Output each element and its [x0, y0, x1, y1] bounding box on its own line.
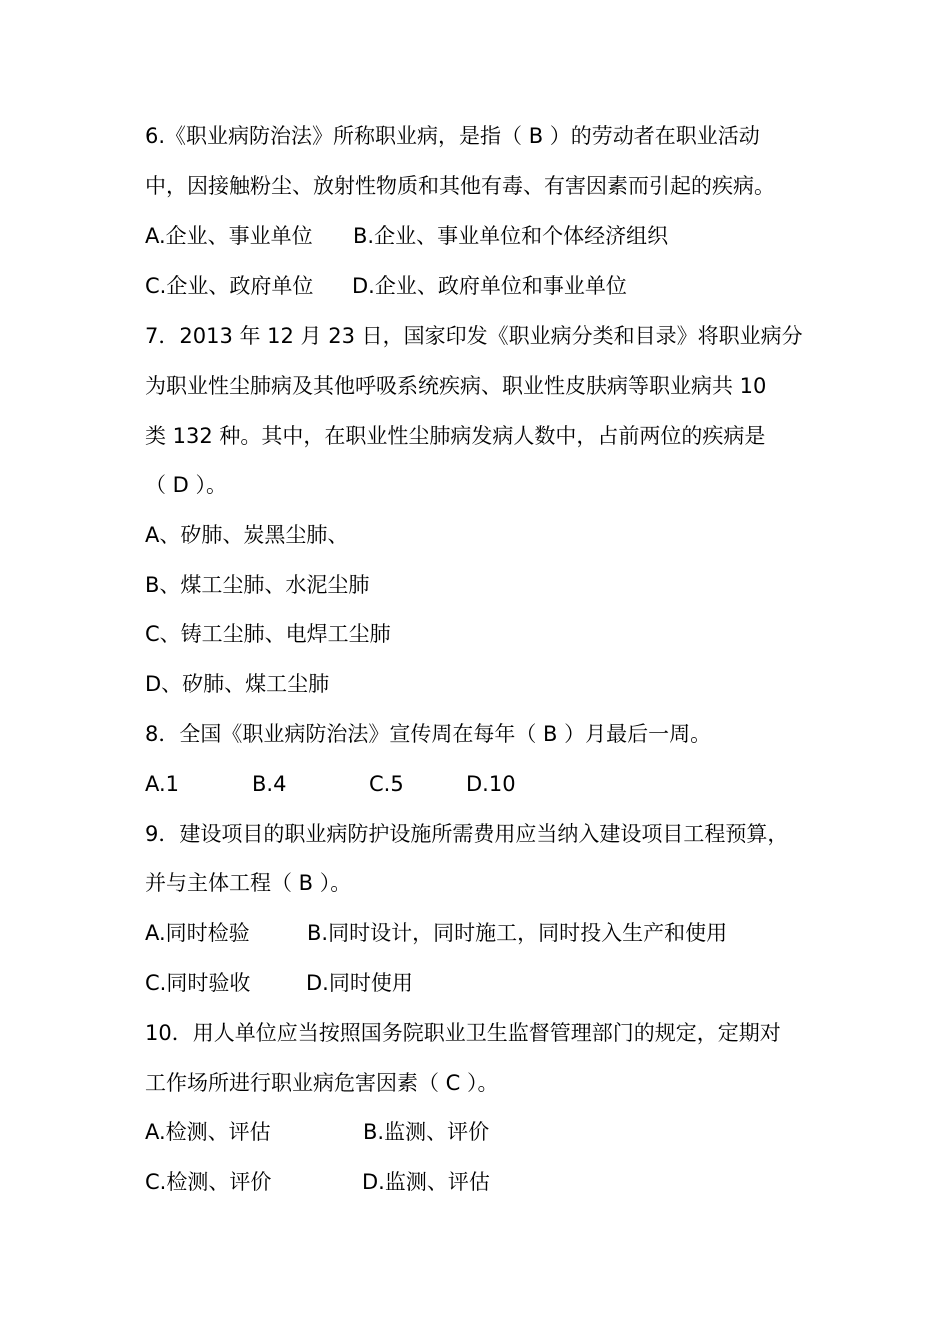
question-9-option-b: B.同时设计，同时施工，同时投入生产和使用 — [307, 921, 728, 945]
question-9-option-c: C.同时验收 — [145, 971, 251, 995]
question-8-line-1: 8．全国《职业病防治法》宣传周在每年（ B ）月最后一周。 — [145, 722, 712, 746]
question-7-option-a: A、矽肺、炭黑尘肺、 — [145, 523, 349, 547]
question-7-line-3: 类 132 种。其中，在职业性尘肺病发病人数中，占前两位的疾病是 — [145, 424, 766, 448]
question-8-option-b: B.4 — [252, 772, 287, 796]
question-10-option-a: A.检测、评估 — [145, 1120, 271, 1144]
question-10-line-2: 工作场所进行职业病危害因素（ C ）。 — [145, 1071, 499, 1095]
question-9-line-2: 并与主体工程（ B ）。 — [145, 871, 352, 895]
question-7-line-4: （ D ）。 — [145, 473, 228, 497]
question-7-option-c: C、铸工尘肺、电焊工尘肺 — [145, 622, 391, 646]
question-8-option-a: A.1 — [145, 772, 180, 796]
question-10-line-1: 10．用人单位应当按照国务院职业卫生监督管理部门的规定，定期对 — [145, 1021, 781, 1045]
question-10-option-d: D.监测、评估 — [362, 1170, 490, 1194]
question-6-option-a: A.企业、事业单位 — [145, 224, 313, 248]
question-9-line-1: 9．建设项目的职业病防护设施所需费用应当纳入建设项目工程预算， — [145, 822, 789, 846]
question-7-option-b: B、煤工尘肺、水泥尘肺 — [145, 573, 370, 597]
question-7-line-1: 7．2013 年 12 月 23 日，国家印发《职业病分类和目录》将职业病分 — [145, 324, 803, 348]
question-8-option-c: C.5 — [369, 772, 404, 796]
question-9-option-a: A.同时检验 — [145, 921, 250, 945]
question-8-option-d: D.10 — [466, 772, 516, 796]
question-6-line-1: 6.《职业病防治法》所称职业病，是指（ B ）的劳动者在职业活动 — [145, 124, 760, 148]
question-7-line-2: 为职业性尘肺病及其他呼吸系统疾病、职业性皮肤病等职业病共 10 — [145, 374, 767, 398]
question-6-option-d: D.企业、政府单位和事业单位 — [352, 274, 627, 298]
question-6-option-c: C.企业、政府单位 — [145, 274, 314, 298]
question-6-option-b: B.企业、事业单位和个体经济组织 — [353, 224, 669, 248]
question-10-option-c: C.检测、评价 — [145, 1170, 272, 1194]
question-7-option-d: D、矽肺、煤工尘肺 — [145, 672, 330, 696]
question-10-option-b: B.监测、评价 — [363, 1120, 490, 1144]
question-9-option-d: D.同时使用 — [306, 971, 413, 995]
question-6-line-2: 中，因接触粉尘、放射性物质和其他有毒、有害因素而引起的疾病。 — [145, 174, 775, 198]
